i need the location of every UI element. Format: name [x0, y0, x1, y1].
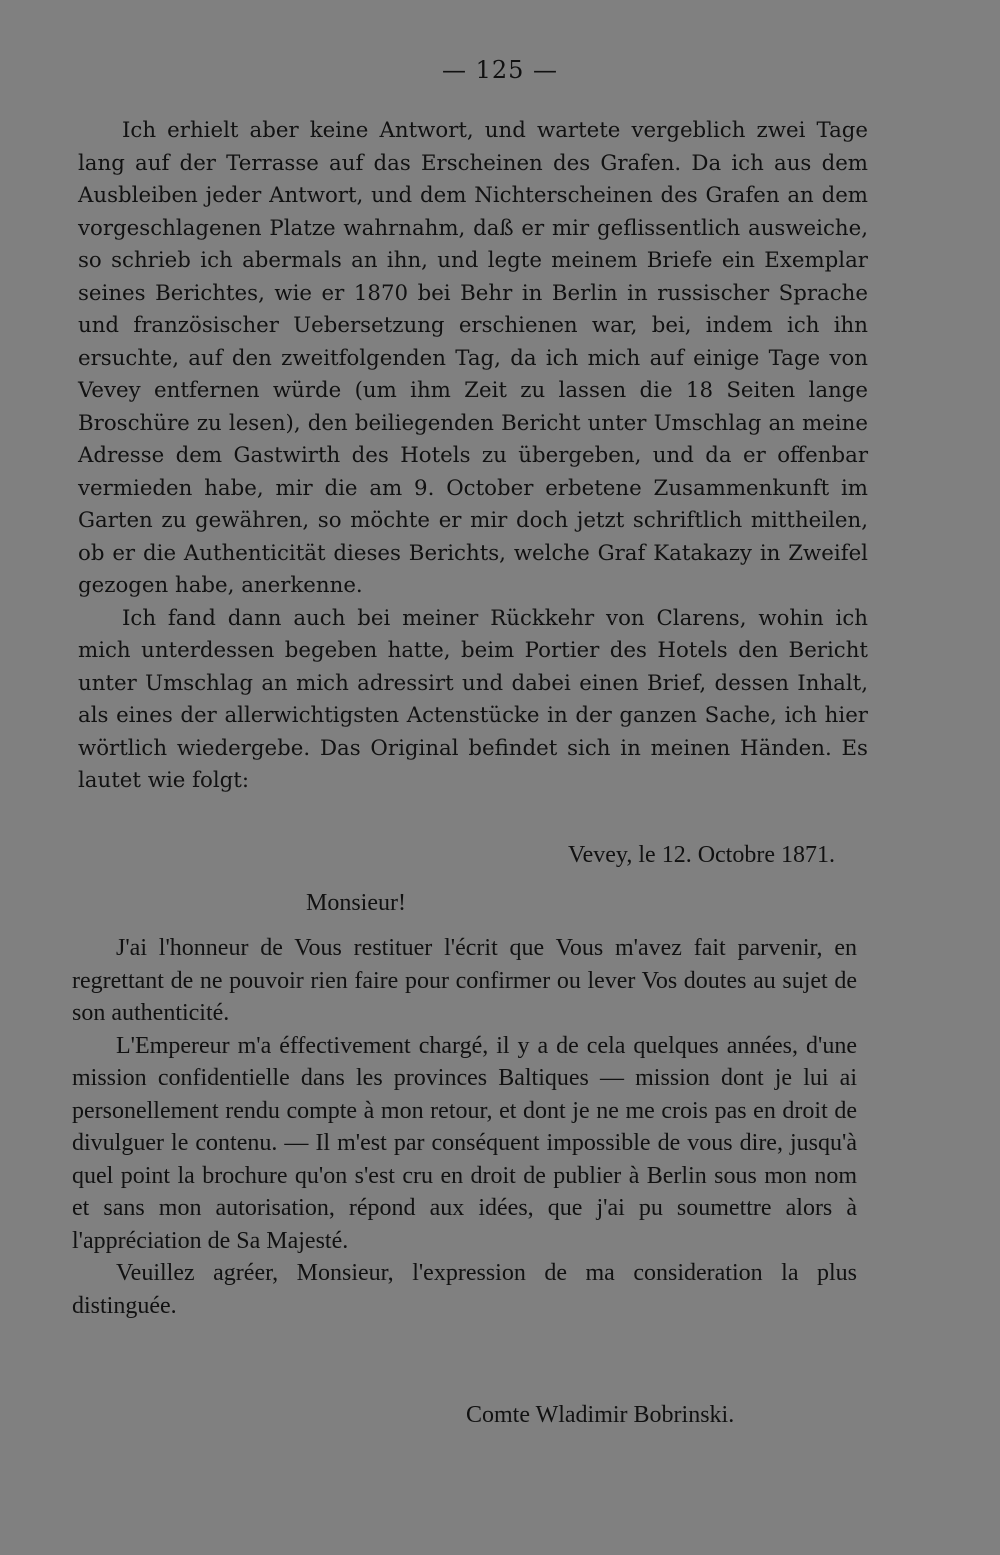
paragraph: J'ai l'honneur de Vous restituer l'écrit que Vous m'avez fait parvenir, en regrettant de ne pouvoir rien faire pour confirmer ou lever Vos doutes au sujet de son authenticité. [72, 935, 857, 1026]
paragraph: L'Empereur m'a éffectivement chargé, il y a de cela quelques années, d'une mission confidentielle dans les provinces Baltiques — mission dont je lui ai personellement rendu compte à mon retour, et dont je ne me crois pas en droit de divulguer le contenu. — Il m'est par conséquent impossible de vous dire, jusqu'à quel point la brochure qu'on s'est cru en droit de publier à Berlin sous mon nom et sans mon autorisation, répond aux idées, que j'ai pu soumettre alors à l'appréciation de Sa Majesté. [72, 1032, 857, 1254]
page-number: — 125 — [441, 56, 559, 84]
letter-date: Vevey, le 12. Octobre 1871. [567, 842, 835, 868]
german-text [78, 115, 868, 798]
letter-salutation: Monsieur! [306, 890, 406, 916]
letter-body [72, 932, 857, 1322]
paragraph: Ich erhielt aber keine Antwort, und wartete vergeblich zwei Tage lang auf der Terrasse auf das Erscheinen des Grafen. Da ich aus dem Ausbleiben jeder Antwort, und dem Nichterscheinen des Grafen an dem vorgeschlagenen Platze wahrnahm, daß er mir geflissentlich ausweiche, so schrieb ich abermals an ihn, und legte meinem Briefe ein Exemplar seines Berichtes, wie er 1870 bei Behr in Berlin in russischer Sprache und französischer Uebersetzung erschienen war, bei, indem ich ihn ersuchte, auf den zweitfolgenden Tag, da ich mich auf einige Tage von Vevey entfernen würde (um ihm Zeit zu lassen die 18 Seiten lange Broschüre zu lesen), den beiliegenden Bericht unter Umschlag an meine Adresse dem Gastwirth des Hotels zu übergeben, und da er offenbar vermieden habe, mir die am 9. October erbetene Zusammenkunft im Garten zu gewähren, so möchte er mir doch jetzt schriftlich mittheilen, ob er die Authenticität dieses Berichts, welche Graf Katakazy in Zweifel gezogen habe, anerkenne. [78, 118, 868, 598]
paragraph: Veuillez agréer, Monsieur, l'expression de ma consideration la plus distinguée. [72, 1260, 857, 1319]
letter-signature: Comte Wladimir Bobrinski. [466, 1402, 735, 1428]
paragraph: Ich fand dann auch bei meiner Rückkehr von Clarens, wohin ich mich unterdessen begeben hatte, beim Portier des Hotels den Bericht unter Umschlag an mich adressirt und dabei einen Brief, dessen Inhalt, als eines der allerwichtigsten Actenstücke in der ganzen Sache, ich hier wörtlich wiedergebe. Das Original befindet sich in meinen Händen. Es lautet wie folgt: [78, 605, 868, 793]
